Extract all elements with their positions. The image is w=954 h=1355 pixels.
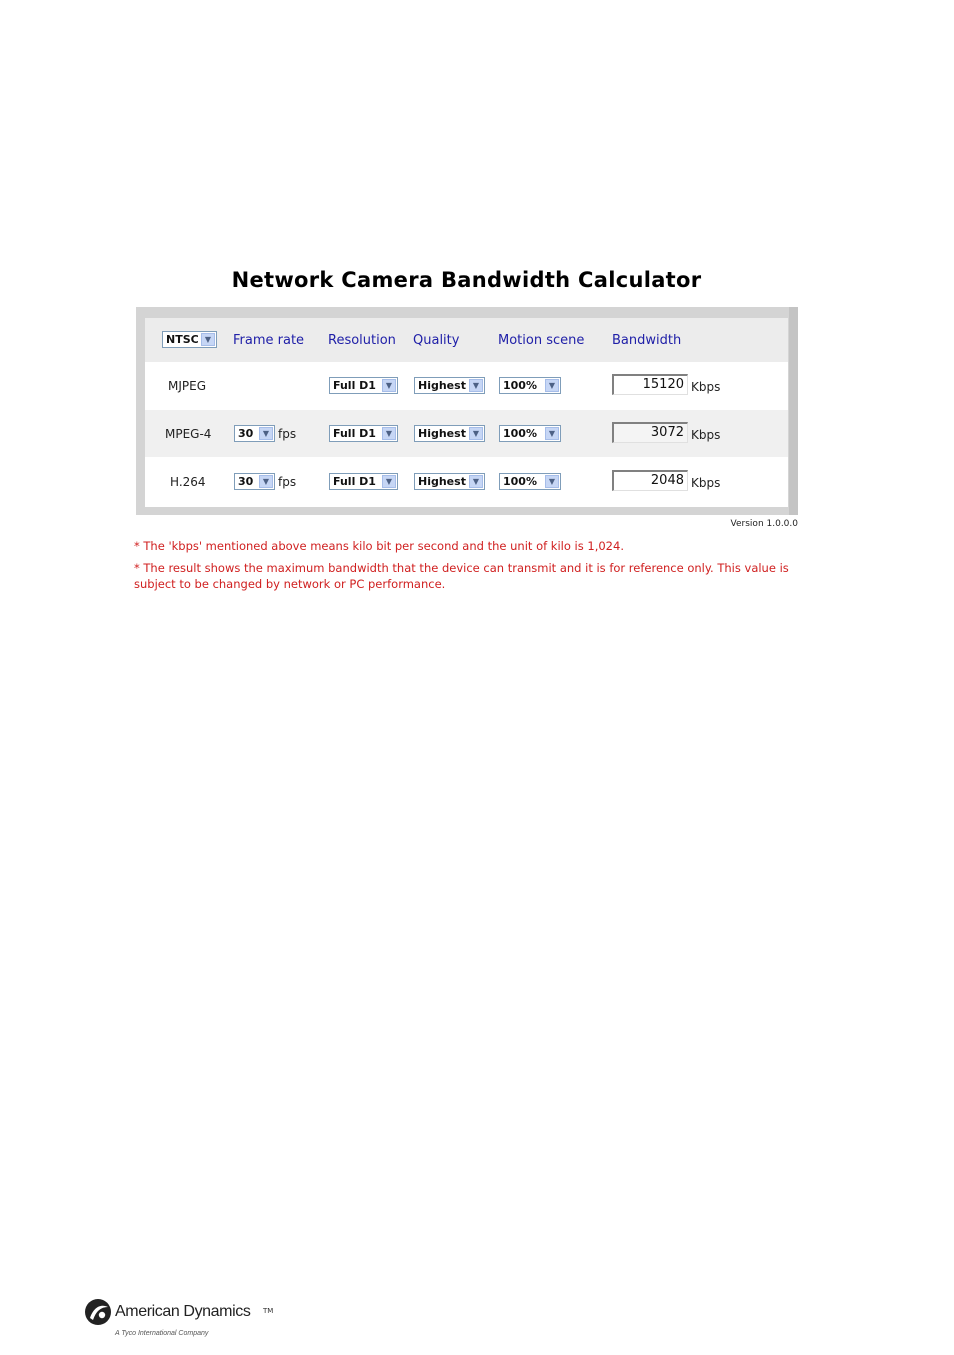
bandwidth-output: 2048 (612, 470, 688, 491)
fps-unit: fps (278, 475, 297, 489)
bandwidth-unit: Kbps (691, 380, 721, 394)
motion-scene-select[interactable] (499, 377, 561, 394)
motion-scene-select[interactable] (499, 425, 561, 442)
column-header-bandwidth: Bandwidth (612, 333, 682, 348)
frame-rate-select[interactable] (234, 473, 275, 490)
chevron-down-icon[interactable]: ▼ (469, 379, 483, 392)
table-row-mpeg4 (145, 410, 788, 457)
motion-scene-select-value: 100% (503, 427, 537, 440)
frame-rate-select[interactable] (234, 425, 275, 442)
motion-scene-select[interactable] (499, 473, 561, 490)
calculator-table (145, 318, 788, 507)
version-label: Version 1.0.0.0 (730, 519, 798, 529)
resolution-select-value: Full D1 (333, 475, 376, 488)
calculator-panel (136, 307, 798, 515)
bandwidth-output: 15120 (612, 374, 688, 395)
quality-select-value: Highest (418, 475, 466, 488)
codec-label: H.264 (170, 475, 206, 489)
codec-label: MPEG-4 (165, 427, 212, 441)
company-logo (84, 1296, 304, 1342)
motion-scene-select-value: 100% (503, 379, 537, 392)
note-kbps: * The 'kbps' mentioned above means kilo bit per second and the unit of kilo is 1,024. (134, 539, 624, 553)
page-title: Network Camera Bandwidth Calculator (231, 268, 702, 292)
bandwidth-unit: Kbps (691, 476, 721, 490)
chevron-down-icon[interactable]: ▼ (382, 379, 396, 392)
bandwidth-output: 3072 (612, 422, 688, 443)
chevron-down-icon[interactable]: ▼ (259, 427, 273, 440)
quality-select[interactable] (414, 473, 485, 490)
standard-select-value: NTSC (166, 333, 199, 346)
frame-rate-select-value: 30 (238, 475, 254, 488)
bandwidth-unit: Kbps (691, 428, 721, 442)
column-header-quality: Quality (413, 333, 460, 348)
chevron-down-icon[interactable]: ▼ (259, 475, 273, 488)
quality-select-value: Highest (418, 427, 466, 440)
quality-select-value: Highest (418, 379, 466, 392)
resolution-select-value: Full D1 (333, 379, 376, 392)
table-header-row (145, 318, 788, 362)
chevron-down-icon[interactable]: ▼ (382, 427, 396, 440)
motion-scene-select-value: 100% (503, 475, 537, 488)
chevron-down-icon[interactable]: ▼ (382, 475, 396, 488)
column-header-motion-scene: Motion scene (498, 333, 585, 348)
logo-name: American Dynamics (115, 1303, 251, 1320)
note-reference: * The result shows the maximum bandwidth that the device can transmit and it is for reference only. This value is subject to be changed by network or PC performance. (134, 561, 789, 591)
resolution-select-value: Full D1 (333, 427, 376, 440)
standard-select[interactable] (162, 331, 217, 348)
chevron-down-icon[interactable]: ▼ (469, 427, 483, 440)
chevron-down-icon[interactable]: ▼ (545, 475, 559, 488)
logo-tagline: A Tyco International Company (115, 1330, 209, 1337)
table-row-h264 (145, 458, 788, 505)
resolution-select[interactable] (329, 473, 398, 490)
logo-trademark: TM (263, 1307, 274, 1315)
chevron-down-icon[interactable]: ▼ (469, 475, 483, 488)
resolution-select[interactable] (329, 425, 398, 442)
quality-select[interactable] (414, 425, 485, 442)
column-header-frame-rate: Frame rate (233, 333, 305, 348)
fps-unit: fps (278, 427, 297, 441)
codec-label: MJPEG (168, 379, 207, 393)
column-header-resolution: Resolution (328, 333, 396, 348)
table-row-mjpeg (145, 362, 788, 409)
american-dynamics-logo-icon (84, 1298, 112, 1326)
chevron-down-icon[interactable]: ▼ (201, 333, 215, 346)
chevron-down-icon[interactable]: ▼ (545, 379, 559, 392)
resolution-select[interactable] (329, 377, 398, 394)
frame-rate-select-value: 30 (238, 427, 254, 440)
chevron-down-icon[interactable]: ▼ (545, 427, 559, 440)
quality-select[interactable] (414, 377, 485, 394)
